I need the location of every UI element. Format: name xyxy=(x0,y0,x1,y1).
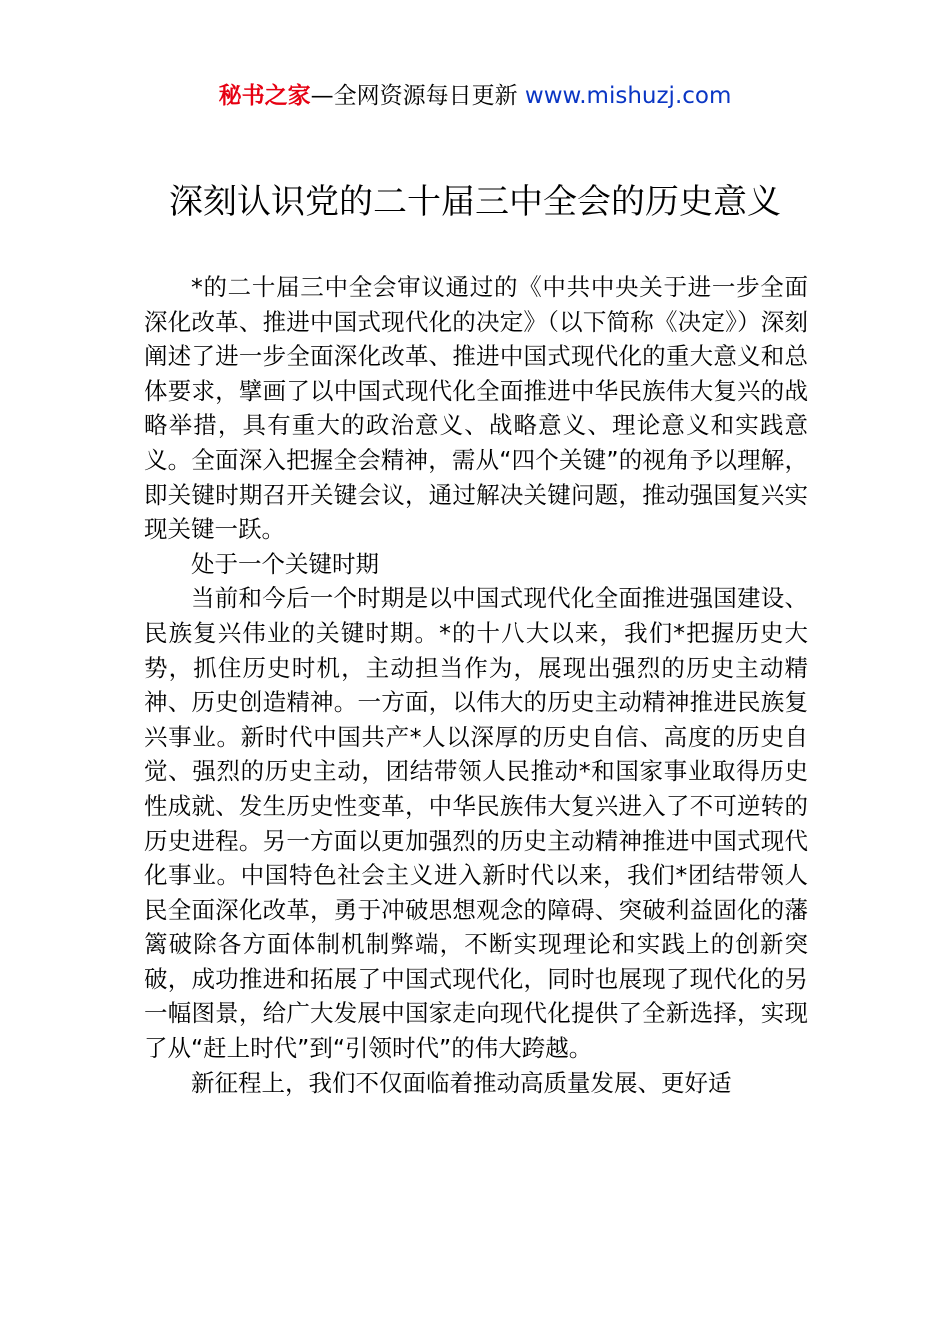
paragraph-intro: *的二十届三中全会审议通过的《中共中央关于进一步全面深化改革、推进中国式现代化的决定》（以下简称《决定》）深刻阐述了进一步全面深化改革、推进中国式现代化的重大意义和总体要求，擘画了以中国式现代化全面推进中华民族伟大复兴的战略举措，具有重大的政治意义、战略意义、理论意义和实践意义。全面深入把握全会精神，需从“四个关键”的视角予以理解，即关键时期召开关键会议，通过解决关键问题，推动强国复兴实现关键一跃。 xyxy=(144,273,808,544)
brand-name: 秘书之家 xyxy=(218,83,311,109)
section-heading: 处于一个关键时期 xyxy=(191,549,379,578)
site-url[interactable]: www.mishuzj.com xyxy=(524,83,732,109)
site-header xyxy=(0,78,950,114)
document-title: 深刻认识党的二十届三中全会的历史意义 xyxy=(169,182,781,222)
document-body xyxy=(144,270,808,1100)
paragraph-key-period: 当前和今后一个时期是以中国式现代化全面推进强国建设、民族复兴伟业的关键时期。*的十八大以来，我们*把握历史大势，抓住历史时机，主动担当作为，展现出强烈的历史主动精神、历史创造精神。一方面，以伟大的历史主动精神推进民族复兴事业。新时代中国共产*人以深厚的历史自信、高度的历史自觉、强烈的历史主动，团结带领人民推动*和国家事业取得历史性成就、发生历史性变革，中华民族伟大复兴进入了不可逆转的历史进程。另一方面以更加强烈的历史主动精神推进中国式现代化事业。中国特色社会主义进入新时代以来，我们*团结带领人民全面深化改革，勇于冲破思想观念的障碍、突破利益固化的藩篱破除各方面体制机制弊端，不断实现理论和实践上的创新突破，成功推进和拓展了中国式现代化，同时也展现了现代化的另一幅图景，给广大发展中国家走向现代化提供了全新选择，实现了从“赶上时代”到“引领时代”的伟大跨越。 xyxy=(144,584,808,1063)
header-tagline: —全网资源每日更新 xyxy=(310,83,525,109)
paragraph-new-journey: 新征程上，我们不仅面临着推动高质量发展、更好适 xyxy=(191,1068,732,1097)
